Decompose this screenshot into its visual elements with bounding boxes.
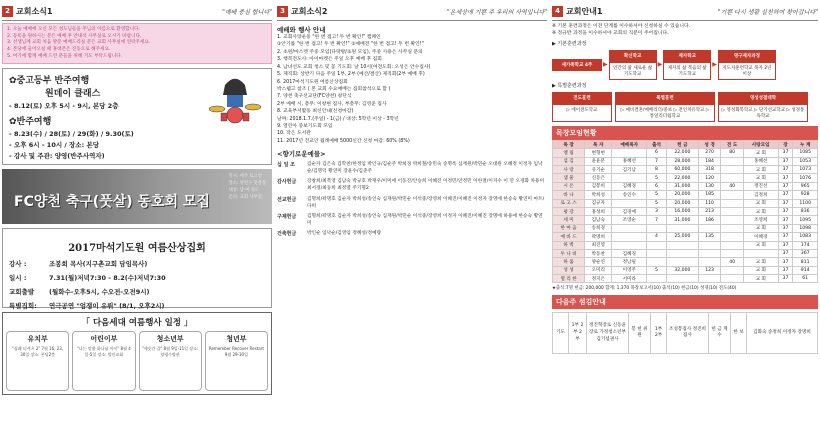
table-cell	[666, 241, 698, 249]
section-header	[552, 4, 818, 18]
table-cell: 37	[778, 249, 793, 257]
table-header-cell: 장	[778, 140, 793, 148]
table-row	[553, 216, 818, 224]
table-cell: 914	[793, 266, 818, 274]
summer-line: - 8.12(토) 오후 5시 - 9시, 본당 2층	[9, 102, 119, 111]
table-cell: 엘 림	[553, 149, 585, 157]
worship-item: 9. 열린아 중보기도회 모임	[277, 124, 333, 130]
worship-item: 11. 2017년 전교인 월례예배 5000신간 신청 마감: 60% (8%)	[277, 138, 410, 144]
table-cell: 8	[647, 166, 667, 174]
table-cell: 김남숙	[585, 216, 612, 224]
intro-line: ※ 기본 훈련과정은 이전 단계를 이수하셔야 신청하실 수 있습니다.	[552, 24, 691, 29]
table-row	[553, 199, 818, 207]
table-cell: 16,000	[666, 207, 698, 215]
table-cell: 1095	[793, 216, 818, 224]
table-cell: 정지은	[585, 275, 612, 283]
table-cell	[721, 174, 744, 182]
table-cell	[743, 249, 778, 257]
table-cell: 22,000	[666, 149, 698, 157]
table-header-cell: 목 장	[553, 140, 585, 148]
table-cell: 정남필	[612, 258, 647, 266]
table-cell: 110	[698, 199, 721, 207]
retreat-title: 2017마석기도원 여름산상집회	[68, 243, 206, 255]
table-cell: 5	[647, 199, 667, 207]
table-row	[553, 258, 818, 266]
table-cell	[721, 275, 744, 283]
table-row	[553, 266, 818, 274]
table-cell	[721, 216, 744, 224]
schedule-cell: 조성봉집사 정진희집사	[667, 313, 709, 353]
table-cell	[721, 224, 744, 232]
worship-item: ①안기를 "한 번 접고! 두 번 확인!" ②예배전 "한 번 접고! 두 번 확인!"	[277, 42, 424, 48]
table-cell: 928	[793, 191, 818, 199]
notice-item: 3. 선생님께 교회 처음 방문 예배드리실 분은 교회 사무실에 연락주세요.	[7, 40, 151, 46]
table-cell	[647, 241, 667, 249]
section-motto: "기쁜 다시 생활 실천하여 찾아갑니다"	[717, 8, 818, 16]
table-cell: 이혜경	[743, 233, 778, 241]
table-cell: 박희성	[585, 191, 612, 199]
summer-subtitle: 원데이 클래스	[45, 89, 101, 100]
special-training-flow	[552, 92, 818, 122]
table-cell: 정진선	[743, 182, 778, 190]
table-cell: 사 랑	[553, 166, 585, 174]
table-row	[553, 224, 818, 232]
table-cell: 31,000	[666, 216, 698, 224]
worship-item: 박스웹고 참조 ( 본 교회 수요예배는 집회참석으로 합 )	[277, 86, 391, 92]
table-cell: 174	[793, 241, 818, 249]
table-cell: 184	[698, 157, 721, 165]
table-cell	[698, 224, 721, 232]
section-motto: "예배 중심 합니다"	[222, 8, 272, 16]
table-cell: 최진영	[585, 241, 612, 249]
schedule-cell: 1부 2부	[651, 313, 667, 353]
table-cell: 교 회	[743, 207, 778, 215]
section-title: 교회안내1	[566, 6, 603, 16]
worship-item: 2부 예배 시, 총무: 이창현 집사, 부총무: 김영준 집사	[277, 101, 387, 107]
arrow-icon: ▶	[657, 61, 663, 69]
table-cell	[666, 275, 698, 283]
table-cell: 20,000	[666, 191, 698, 199]
page-church-guide	[552, 0, 818, 438]
table-row	[553, 157, 818, 165]
table-cell: 김정희	[743, 191, 778, 199]
cell-group-table	[552, 140, 818, 284]
table-cell	[721, 199, 744, 207]
flow-step-group: 영구제자과정 지도자훈련학교 목자 2년이상	[718, 50, 776, 80]
table-cell: 홍혜선	[743, 157, 778, 165]
table-cell: 80	[721, 149, 744, 157]
table-cell: 열 리 한	[553, 275, 585, 283]
table-cell: 20,000	[666, 199, 698, 207]
table-cell: 바 나	[553, 191, 585, 199]
schedule-cell: 한 보	[731, 313, 747, 353]
section-header	[2, 4, 272, 18]
summer-title: ✿중고등부 반주여행	[9, 76, 90, 87]
table-cell: 섬 김	[553, 157, 585, 165]
table-cell: 61	[793, 275, 818, 283]
section-number: 2	[2, 6, 13, 17]
table-cell: 성 성	[553, 266, 585, 274]
offering-row: 감사헌금 강창희/최복영 김남숙 박규호 박재우/이미애 이동진/안승희 이혜진 이정민/안정민 이한결/이지수 이 연 오경화 차용미 최서경/최동희 최정열 주기명2	[277, 179, 545, 192]
table-cell: 시 온	[553, 182, 585, 190]
table-cell: 교 회	[743, 199, 778, 207]
section-number: 3	[277, 6, 288, 17]
table-cell: 김봉희	[585, 182, 612, 190]
table-cell	[612, 233, 647, 241]
table-cell	[721, 241, 744, 249]
table-cell	[647, 275, 667, 283]
section-header	[277, 4, 547, 18]
table-cell	[666, 249, 698, 257]
offering-row: 십 일 조 김순자 김은숙 김학찬/한정임 박인규/김순주 박희경 박희철/송민숙 송명옥 심재원/박민순 오대원 오혜정 이정자 임낙순/김명덕 황연미 장윤수/김준주	[277, 162, 543, 175]
table-cell: 교 회	[743, 275, 778, 283]
offering-row: 선교헌금 김명희/곽명호 김순자 박희성/송인숙 심재원/박민순 이석중/장영희 이혜진/이혜진 이정자 장영애 한승숙 황연미 마트/다희	[277, 196, 545, 209]
table-cell: 오미리	[585, 266, 612, 274]
drummer-illustration	[207, 75, 263, 125]
worship-item: 7. 양천 축구선교단(FC양천) 창단식	[277, 94, 352, 100]
worship-item: 1. 교회사랑운동 "한 번 접고! 두 번 확인!" 캠페인	[277, 35, 381, 40]
banner-info-line: 일시: 매주 토요일	[228, 174, 262, 180]
table-cell: 윤윤분	[585, 157, 612, 165]
table-cell	[666, 224, 698, 232]
futsal-banner	[2, 169, 272, 224]
table-header-cell: 성 경	[698, 140, 721, 148]
table-cell: 37	[778, 275, 793, 283]
section-motto: "온세상에 기쁜 주 우리의 사역입니다"	[446, 8, 547, 16]
table-cell: 곽명희	[585, 233, 612, 241]
basic-training-flow	[552, 50, 818, 80]
table-cell: 40	[721, 258, 744, 266]
table-row	[553, 182, 818, 190]
table-cell: 1076	[793, 174, 818, 182]
page-church-news-2	[277, 0, 547, 438]
table-cell: 조영순	[612, 216, 647, 224]
table-cell: 유기순	[585, 166, 612, 174]
table-cell: 김경예	[612, 207, 647, 215]
table-cell	[647, 249, 667, 257]
table-header-cell: 헌 금	[666, 140, 698, 148]
table-cell	[721, 191, 744, 199]
table-cell	[612, 241, 647, 249]
notice-item: 4. 본당에 들어오실 때 휴대폰은 진동으로 해주세요.	[7, 46, 111, 52]
table-row	[553, 233, 818, 241]
banner-info-line: 장소: 양천구 풋살장	[228, 181, 266, 187]
table-cell: 조영희	[743, 216, 778, 224]
table-cell: 김혜경	[612, 182, 647, 190]
table-cell: 811	[793, 258, 818, 266]
table-row	[553, 149, 818, 157]
table-cell	[721, 266, 744, 274]
intro	[552, 23, 818, 38]
table-cell	[721, 207, 744, 215]
table-cell: 37	[778, 233, 793, 241]
table-cell: 28,000	[666, 157, 698, 165]
table-cell: 213	[698, 207, 721, 215]
table-cell: 홍성희	[585, 207, 612, 215]
worship-item: 날짜: 2018.1.7.(주일) - 1(금) / 대상: 5학년 이상 - 3학년	[277, 116, 399, 122]
table-cell: 5	[647, 191, 667, 199]
table-cell: 367	[793, 249, 818, 257]
table-header-cell: 누 계	[793, 140, 818, 148]
gen-card: 어린이부 "나는 말씀 하나님 아이" 8월 4일-5일 장소: 발안교회	[72, 331, 135, 391]
table-cell: 하 벽	[553, 241, 585, 249]
notice-item: 2. 등록을 원하시는 분은 예배 후 안내석 사무실로 오시기 바랍니다.	[7, 33, 142, 39]
worship-list	[277, 34, 547, 145]
table-header-cell: 목 자	[585, 140, 612, 148]
schedule-cell: 봉 헌 위 원	[629, 313, 651, 353]
worship-item: 3. 행복전도사: 아이마켓은 주일 오후 예배 후 집회	[277, 57, 382, 63]
worship-item: 10. 작은 도서관	[277, 131, 311, 137]
flow-step: 새가족학교 4주	[552, 59, 602, 71]
table-row	[553, 174, 818, 182]
table-cell: 37	[778, 166, 793, 174]
section-number: 4	[552, 6, 563, 17]
table-cell	[721, 249, 744, 257]
banner-info	[229, 174, 266, 202]
table-cell: 교 회	[743, 224, 778, 232]
table-cell	[612, 149, 647, 157]
table-cell: 샘 물	[553, 174, 585, 182]
table-cell: 5	[647, 266, 667, 274]
flow-step-group: 전도훈련 ▷ 에이전도학교	[552, 92, 612, 122]
table-cell: 1098	[793, 224, 818, 232]
table-cell: 37	[778, 182, 793, 190]
table-cell: 송희경	[585, 224, 612, 232]
table-cell: 서미라	[612, 275, 647, 283]
table-cell: 박동찬	[585, 249, 612, 257]
table-cell	[721, 166, 744, 174]
table-cell: 1085	[793, 149, 818, 157]
table-cell: 두 나 비	[553, 249, 585, 257]
offering-row: 건축헌금 박인순 임낙순/김영임 정혜성/정예량	[277, 230, 382, 237]
arrow-icon: ▶	[712, 61, 717, 69]
schedule-title: 다음주 섬김안내	[552, 295, 818, 309]
table-cell	[721, 157, 744, 165]
worship-item: 4. 남녀선도 교회 청소 및 꽃 기도회: 날 10시(여전도회: 오성은 안수집사)	[277, 64, 431, 70]
banner-info-line: 문의: 교회 사무실	[228, 194, 262, 200]
gen-card: 청년부 Remember Recover Restart 9월 29-30일	[205, 331, 268, 391]
table-cell: 3	[647, 207, 667, 215]
next-gen-schedule	[2, 312, 272, 395]
table-cell: 김기남	[612, 166, 647, 174]
schedule-cell: 헌 금 계 수	[709, 313, 731, 353]
table-cell: 37	[778, 216, 793, 224]
table-cell: 318	[698, 166, 721, 174]
retreat-row: 특별집회: 연극공연 "엄쟁이 유뤼" (8/1, 오후2시)	[9, 302, 165, 311]
table-cell: 로 고 스	[553, 199, 585, 207]
notice-box	[2, 23, 272, 64]
table-cell: 185	[698, 191, 721, 199]
notice-item: 5. 여기에 함께 예배 드린 분들을 위해 기도 부탁드립니다.	[7, 53, 123, 59]
gen-card: 유치부 "심폐 티셔츠 2" 7월 16, 23, 30일 장소: 본당2층	[6, 331, 69, 391]
table-cell: 37	[778, 258, 793, 266]
table-cell	[698, 241, 721, 249]
table-cell: 135	[698, 233, 721, 241]
intro-line: ※ 정규반 과정을 이수하셔야 교회의 직분이 주어집니다.	[552, 31, 669, 37]
worship-item: 5. 제직회: 상반기 다음 주일 1부, 2부 (예산/결산) 제직회(2부 예배 후)	[277, 72, 425, 78]
schedule-grid	[552, 312, 818, 354]
worship-label: 예배와 행사 안내	[277, 26, 326, 34]
table-cell: 김혜경	[612, 249, 647, 257]
table-row	[553, 241, 818, 249]
page-church-news-1	[2, 0, 272, 438]
table-footnote: ★출석:7명 헌금: 200,000 합계: 1,370 목장보고서(10) 출석(10) 헌금(10) 성경(10) 전도(40)	[552, 286, 737, 292]
table-cell	[612, 199, 647, 207]
table-cell: 송인수	[612, 191, 647, 199]
table-cell: 세 미	[553, 216, 585, 224]
worship-item: 6. 2017마석기도원 여름산상집회	[277, 79, 348, 85]
table-row	[553, 166, 818, 174]
table-cell: 60,000	[666, 166, 698, 174]
banner-info-line: 대상: 남·여 성도	[228, 188, 260, 194]
table-cell: 270	[698, 149, 721, 157]
table-cell: 1083	[793, 233, 818, 241]
table-cell: 4	[647, 233, 667, 241]
table-header-row	[553, 140, 818, 148]
table-cell: 40	[721, 182, 744, 190]
section-title: 교회소식1	[16, 6, 53, 16]
table-cell: 37	[778, 174, 793, 182]
retreat-row: 일시 : 7.31(월)저녁7:30 - 8.2(수)저녁7:30	[9, 274, 166, 283]
table-cell: 7	[647, 157, 667, 165]
table-cell: 양순연	[585, 258, 612, 266]
table-cell: 25,000	[666, 233, 698, 241]
worship-item: 8. 교육부서활동 최신안내(신청마감)	[277, 109, 354, 115]
schedule-cell: 김화숙 송정희 이정자 장명희	[753, 330, 811, 336]
table-title: 목장모임현황	[552, 126, 818, 140]
notice-item: 1. 오늘 예배에 오신 모든 성도님들을 주님의 이름으로 환영합니다.	[7, 27, 140, 32]
retreat-card	[2, 228, 272, 311]
flow-title: ▶ 기본훈련과정	[552, 40, 587, 47]
next-gen-title: 「 다음세대 여름행사 일정 」	[81, 318, 193, 329]
flow-step-group: 특별훈련 ▷ 예비결혼/예배리더/중보 ▷ 전인치유학교 ▷ 통일리더쉽학교	[615, 92, 715, 122]
table-cell: 김규자	[585, 199, 612, 207]
table-cell	[647, 258, 667, 266]
banner-title: FC양천 축구(풋살) 동호회 모집	[14, 194, 211, 211]
table-cell: 37	[778, 207, 793, 215]
table-header-cell: 예배목자	[612, 140, 647, 148]
table-cell: 홍혜선	[612, 157, 647, 165]
trip-line: - 8.23(수) / 28(토) / 29(화) / 9.30(토)	[9, 130, 134, 139]
table-cell: 한 마 음	[553, 224, 585, 232]
table-cell: 이영주	[612, 266, 647, 274]
table-cell: 7	[647, 216, 667, 224]
schedule-cell: 기도	[553, 313, 569, 353]
table-cell: 130	[698, 182, 721, 190]
table-cell: 교 회	[743, 258, 778, 266]
table-header-cell: 사랑모임	[743, 140, 778, 148]
offering-row: 구제헌금 김명희/곽명호 김순자 박희성/송인숙 심재원/박민순 이석중/장영희 이정자 이혜진/이혜진 장명애 하용애 한승숙 황연미	[277, 213, 543, 226]
gen-card: 청소년부 "세숫간 갑" 8월 9일-11일 장소: 양평수양관	[139, 331, 202, 391]
flow-step-group: 제자학교 제자의 삶 복음의 삶 기도학교	[663, 50, 711, 80]
worship-item: 2. 초원/마스켓 주중 모임(다락방/초원 모임), 주중 사용은 사무실 문의	[277, 49, 423, 55]
schedule-cell: 1부 2부 2부	[569, 313, 587, 353]
table-cell: 예 바 드	[553, 233, 585, 241]
flow-step-group: 확신학교 인간의 삶 새로운 삶 기도학교	[609, 50, 657, 80]
table-cell: 186	[698, 216, 721, 224]
table-cell: 하 룰	[553, 258, 585, 266]
section-title: 교회소식2	[291, 6, 328, 16]
table-cell	[698, 249, 721, 257]
retreat-row: 강사 : 조봉희 목사(지구촌교회 담임목사)	[9, 260, 148, 269]
table-cell: 5	[647, 174, 667, 182]
summer-card	[2, 68, 272, 165]
flow-step-group: 영성성결대학 ▷ 영성회복학교 ▷ 단기선교학교 ▷ 성경통독학교	[718, 92, 808, 122]
table-cell	[647, 224, 667, 232]
table-cell: 37	[778, 149, 793, 157]
table-cell: 신동은	[585, 174, 612, 182]
arrow-icon: ▶	[603, 61, 608, 69]
schedule-cell: 정진혁장로 신동윤장로 가정청소년부 김기섭권사	[587, 313, 629, 353]
table-cell: 교 회	[743, 166, 778, 174]
table-cell: 교 회	[743, 149, 778, 157]
table-cell: 1053	[793, 157, 818, 165]
table-row	[553, 275, 818, 283]
table-cell: 교 회	[743, 174, 778, 182]
table-cell: 31,000	[666, 182, 698, 190]
table-row	[553, 207, 818, 215]
table-cell: 37	[778, 224, 793, 232]
table-cell: 32,000	[666, 266, 698, 274]
table-cell: 37	[778, 241, 793, 249]
table-row	[553, 249, 818, 257]
retreat-row: 교회출발 (월화수-오후5시, 수오전-오전9시)	[9, 288, 150, 297]
table-cell: 6	[647, 182, 667, 190]
table-cell: 37	[778, 157, 793, 165]
table-cell: 평 강	[553, 207, 585, 215]
table-cell: 1073	[793, 166, 818, 174]
trip-line: - 강사 및 주관: 양영(반주사역자)	[9, 152, 105, 161]
table-cell: 836	[793, 207, 818, 215]
table-cell: 37	[778, 191, 793, 199]
table-cell	[612, 174, 647, 182]
table-cell	[698, 258, 721, 266]
table-cell: 965	[793, 182, 818, 190]
table-cell	[721, 233, 744, 241]
table-cell	[698, 275, 721, 283]
fragrance-label: <향기로운예물>	[277, 150, 326, 159]
table-row	[553, 191, 818, 199]
table-cell: 37	[778, 199, 793, 207]
table-header-cell: 출석	[647, 140, 667, 148]
table-cell: 1100	[793, 199, 818, 207]
table-cell	[666, 258, 698, 266]
table-cell: 22,000	[666, 174, 698, 182]
flow-title: ▶ 특별훈련과정	[552, 82, 587, 89]
table-cell	[612, 224, 647, 232]
table-cell: 교 회	[743, 241, 778, 249]
trip-line: - 오후 6시 - 10시 / 장소: 본당	[9, 141, 100, 150]
table-cell: 120	[698, 174, 721, 182]
table-cell: 123	[698, 266, 721, 274]
table-header-cell: 전 도	[721, 140, 744, 148]
table-cell: 교 회	[743, 266, 778, 274]
table-cell: 37	[778, 266, 793, 274]
trip-title: ✿반주여행	[9, 117, 52, 128]
table-cell: 변형현	[585, 149, 612, 157]
table-cell: 6	[647, 149, 667, 157]
